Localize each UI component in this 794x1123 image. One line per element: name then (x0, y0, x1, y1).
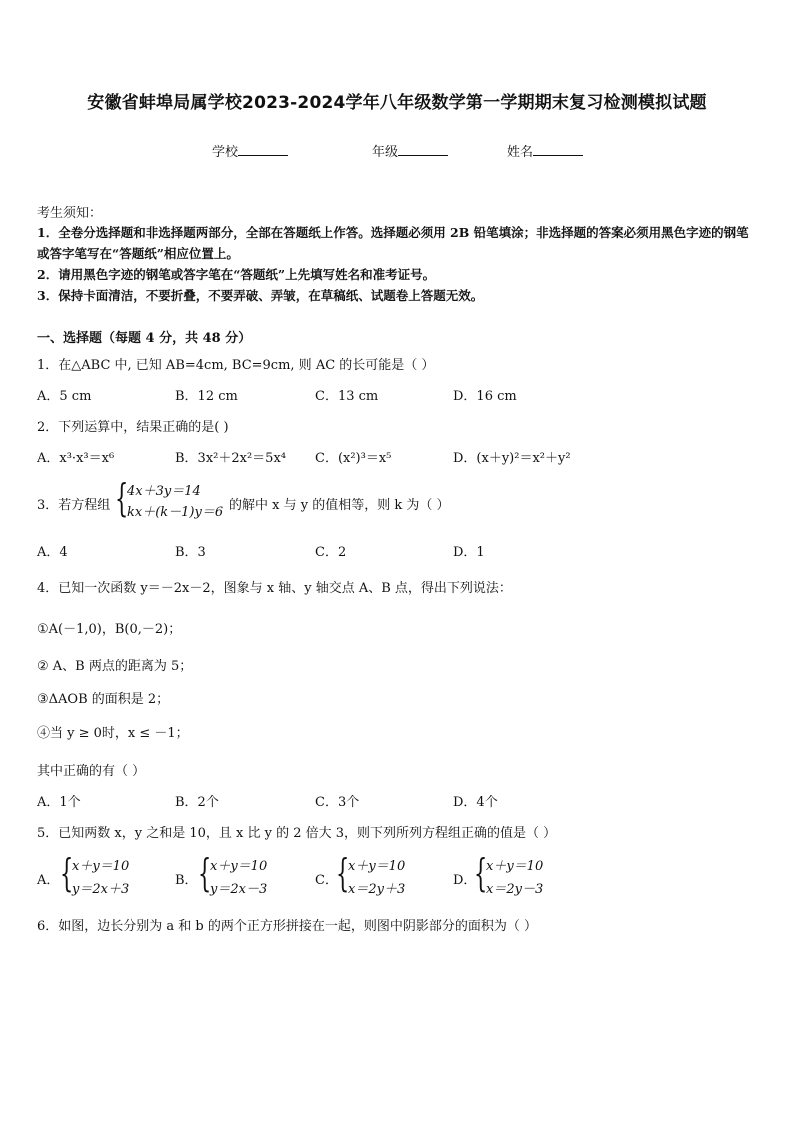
q4-statement-4: ④当 y ≥ 0时，x ≤ －1； (37, 726, 189, 741)
q5-a-equation-1: x＋y＝10 (72, 859, 130, 874)
school-blank (238, 143, 288, 156)
q5-a-equation-2: y＝2x＋3 (72, 882, 130, 897)
q5-option-c-system (336, 852, 446, 898)
q3-option-a: A．4 (37, 545, 68, 560)
q5-option-d-system (474, 852, 584, 898)
q2-stem: 2．下列运算中，结果正确的是( ) (37, 420, 229, 435)
notice-item-2: 2．请用黑色字迹的钢笔或答字笔在“答题纸”上先填写姓名和准考证号。 (37, 267, 436, 282)
q5-a-brace: { (60, 851, 74, 895)
notice-item-3: 3．保持卡面清洁，不要折叠，不要弄破、弄皱，在草稿纸、试题卷上答题无效。 (37, 288, 484, 303)
q5-option-a-label: A． (37, 873, 60, 888)
q5-option-a-system (60, 852, 170, 898)
q1-option-a: A．5 cm (37, 389, 92, 404)
q4-stem: 4．已知一次函数 y＝－2x－2，图象与 x 轴、y 轴交点 A、B 点，得出下列说法： (37, 581, 512, 596)
q5-b-equation-1: x＋y＝10 (210, 859, 268, 874)
q3-equation-1: 4x＋3y＝14 (127, 484, 201, 499)
q4-question: 其中正确的有（ ） (37, 764, 146, 779)
q4-option-c: C．3个 (315, 795, 360, 810)
q5-option-b-system (198, 852, 308, 898)
school-field (212, 141, 288, 160)
q3-brace: { (115, 476, 129, 520)
name-field (507, 141, 583, 160)
notice-heading: 考生须知： (37, 206, 103, 221)
grade-blank (398, 143, 448, 156)
q3-equation-system (115, 477, 230, 523)
q3-suffix: 的解中 x 与 y 的值相等，则 k 为（ ） (229, 498, 450, 513)
q4-option-b: B．2个 (175, 795, 219, 810)
q3-equation-2: kx＋(k－1)y＝6 (127, 505, 224, 520)
q4-statement-2: ② A、B 两点的距离为 5； (37, 659, 193, 674)
section-heading: 一、选择题（每题 4 分，共 48 分） (37, 331, 252, 346)
q4-statement-1: ①A(－1,0)，B(0,－2)； (37, 622, 182, 637)
q4-option-a: A．1个 (37, 795, 81, 810)
q1-option-c: C．13 cm (315, 389, 379, 404)
q1-option-b: B．12 cm (175, 389, 238, 404)
school-label: 学校 (212, 145, 239, 160)
grade-field (372, 141, 448, 160)
q6-stem: 6．如图，边长分别为 a 和 b 的两个正方形拼接在一起，则图中阴影部分的面积为（ ） (37, 919, 538, 934)
q5-option-d-label: D． (453, 873, 477, 888)
q5-d-equation-2: x＝2y－3 (486, 882, 544, 897)
q5-c-equation-1: x＋y＝10 (348, 859, 406, 874)
q3-option-d: D．1 (453, 545, 485, 560)
q5-stem: 5．已知两数 x，y 之和是 10，且 x 比 y 的 2 倍大 3，则下列所列方程组正确的值是（ ） (37, 826, 557, 841)
q4-option-d: D．4个 (453, 795, 498, 810)
q5-c-brace: { (336, 851, 350, 895)
q2-option-d: D．(x＋y)²＝x²＋y² (453, 451, 571, 466)
q1-option-d: D．16 cm (453, 389, 517, 404)
q5-d-brace: { (474, 851, 488, 895)
q2-option-c: C．(x²)³＝x⁵ (315, 451, 392, 466)
q5-option-b-label: B． (175, 873, 198, 888)
q3-option-b: B．3 (175, 545, 206, 560)
name-blank (533, 143, 583, 156)
name-label: 姓名 (507, 145, 534, 160)
q5-c-equation-2: x＝2y＋3 (348, 882, 406, 897)
q5-b-equation-2: y＝2x－3 (210, 882, 268, 897)
notice-item-1: 1．全卷分选择题和非选择题两部分，全部在答题纸上作答。选择题必须用 2B 铅笔填涂；非选择题的答案必须用黑色字迹的钢笔或答字笔写在“答题纸”相应位置上。 (37, 225, 749, 261)
q5-b-brace: { (198, 851, 212, 895)
q3-option-c: C．2 (315, 545, 347, 560)
q2-option-b: B．3x²＋2x²＝5x⁴ (175, 451, 286, 466)
page-title: 安徽省蚌埠局属学校2023-2024学年八年级数学第一学期期末复习检测模拟试题 (87, 93, 707, 113)
q3-prefix: 3．若方程组 (37, 498, 111, 513)
q4-statement-3: ③ΔAOB 的面积是 2； (37, 692, 170, 707)
grade-label: 年级 (372, 145, 399, 160)
q2-option-a: A．x³·x³＝x⁶ (37, 451, 115, 466)
q5-option-c-label: C． (315, 873, 338, 888)
q1-stem: 1．在△ABC 中, 已知 AB=4cm, BC=9cm, 则 AC 的长可能是（ ） (37, 358, 435, 373)
q5-d-equation-1: x＋y＝10 (486, 859, 544, 874)
